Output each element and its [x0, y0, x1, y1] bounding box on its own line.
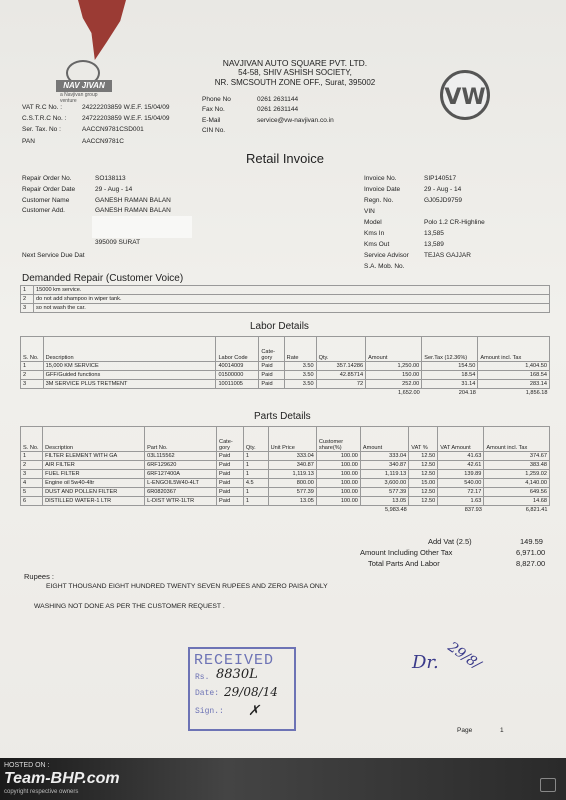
table-cell: 649.56 — [484, 488, 550, 497]
table-row — [21, 488, 550, 497]
invoice-no-value: SIP140517 — [424, 175, 457, 182]
table-row — [21, 470, 550, 479]
team-bhp-logo: Team-BHP.com — [4, 770, 120, 787]
company-header — [200, 58, 390, 88]
repair-order-no-label: Repair Order No. — [22, 175, 72, 182]
table-cell: 31.14 — [422, 380, 478, 389]
empty-cell — [43, 389, 216, 398]
table-cell: 100.00 — [316, 479, 360, 488]
table-cell: 12.50 — [409, 488, 438, 497]
empty-cell — [21, 506, 43, 515]
table-cell: 5 — [21, 488, 43, 497]
ser-tax-label: Ser. Tax. No : — [22, 126, 61, 133]
parts-table — [20, 426, 550, 514]
table-cell: 12.50 — [409, 461, 438, 470]
table-row: 3 so not wash the car. — [21, 304, 550, 313]
table-cell: 1 — [243, 452, 268, 461]
table-cell: 168.54 — [478, 371, 550, 380]
contact-email-label: E-Mail — [202, 117, 221, 124]
table-cell: 2 — [21, 371, 44, 380]
redacted-address-box — [92, 216, 192, 238]
table-cell: 6RF129620 — [145, 461, 217, 470]
address-city: 395009 SURAT — [95, 239, 141, 246]
table-cell: 01500000 — [216, 371, 259, 380]
invoice-title: Retail Invoice — [245, 151, 325, 166]
table-cell: 3 — [21, 470, 43, 479]
table-cell: DISTILLED WATER-1 LTR — [43, 497, 145, 506]
customer-name-label: Customer Name — [22, 197, 70, 204]
table-cell: Paid — [217, 488, 244, 497]
company-name: NAVJIVAN AUTO SQUARE PVT. LTD. — [222, 58, 368, 68]
table-cell: 1 — [243, 461, 268, 470]
contact-cin-label: CIN No. — [202, 127, 226, 134]
empty-cell — [243, 506, 268, 515]
table-cell: 340.87 — [268, 461, 316, 470]
stamp-title: RECEIVED — [194, 652, 275, 669]
table-cell: 3.50 — [284, 371, 316, 380]
total-value: 8,827.00 — [516, 559, 546, 568]
kms-in-label: Kms In — [364, 230, 385, 237]
kms-out-label: Kms Out — [364, 241, 390, 248]
remark-text: WASHING NOT DONE AS PER THE CUSTOMER REQUEST . — [34, 603, 225, 610]
received-stamp — [188, 647, 296, 731]
table-cell: L-ENGOIL5W40-4LT — [145, 479, 217, 488]
stamp-rs-label: Rs. — [195, 673, 210, 682]
table-cell: Paid — [217, 452, 244, 461]
table-cell: 1 — [243, 497, 268, 506]
torn-paper-corner — [78, 0, 126, 60]
table-cell: 800.00 — [268, 479, 316, 488]
page-number: 1 — [500, 727, 504, 734]
table-cell: 3M SERVICE PLUS TRETMENT — [43, 380, 216, 389]
table-cell: 1 — [21, 362, 44, 371]
add-vat-label: Add Vat (2.5) — [428, 537, 472, 546]
table-cell: 41.63 — [438, 452, 484, 461]
table-cell: 100.00 — [316, 497, 360, 506]
total-cell: 1,856.18 — [525, 390, 548, 396]
repair-order-date-value: 29 - Aug - 14 — [95, 186, 133, 193]
table-row — [21, 380, 550, 389]
table-cell: DUST AND POLLEN FILTER — [43, 488, 145, 497]
table-cell: 72.17 — [438, 488, 484, 497]
empty-cell — [43, 506, 145, 515]
table-cell: 333.04 — [268, 452, 316, 461]
cst-rc-label: C.S.T.R.C No. : — [22, 115, 67, 122]
table-cell: 100.00 — [316, 470, 360, 479]
table-cell: 3.50 — [284, 380, 316, 389]
table-cell: 15.00 — [409, 479, 438, 488]
table-cell: 1 — [243, 470, 268, 479]
customer-name-value: GANESH RAMAN BALAN — [95, 197, 171, 204]
table-cell: 4.5 — [243, 479, 268, 488]
total-cell: 6,821.41 — [525, 507, 548, 513]
total-cell: 837.93 — [464, 507, 482, 513]
regn-no-value: GJ05JD9759 — [424, 197, 462, 204]
regn-no-label: Regn. No. — [364, 197, 394, 204]
other-tax-label: Amount Including Other Tax — [360, 548, 453, 557]
table-cell: 1,259.02 — [484, 470, 550, 479]
table-cell: 12.50 — [409, 470, 438, 479]
company-address-1: 54-58, SHIV ASHISH SOCIETY, — [238, 68, 352, 77]
demanded-repair-table — [20, 285, 550, 313]
table-cell: 42.85714 — [316, 371, 366, 380]
customer-address-label: Customer Add. — [22, 207, 65, 214]
table-cell: 1 — [21, 452, 43, 461]
logo-text: NAV JIVAN — [56, 80, 112, 92]
service-advisor-label: Service Advisor — [364, 252, 409, 259]
table-cell: 3.50 — [284, 362, 316, 371]
table-cell: 6R0820367 — [145, 488, 217, 497]
handwritten-date: 29/8/ — [444, 639, 484, 673]
kms-in-value: 13,585 — [424, 230, 444, 237]
table-cell: 6 — [21, 497, 43, 506]
parts-header-row: S. No. Description Part No. Cate- gory Qty. Unit Price Customer share(%) Amount VAT % VAT Amount Amount incl. Tax — [21, 427, 550, 452]
contact-phone-label: Phone No — [202, 96, 231, 103]
table-cell: 540.00 — [438, 479, 484, 488]
table-row — [21, 362, 550, 371]
table-cell: Paid — [217, 470, 244, 479]
parts-details-title: Parts Details — [254, 411, 311, 422]
table-cell: 1,250.00 — [366, 362, 422, 371]
company-address-2: NR. SMCSOUTH ZONE OFF., Surat, 395002 — [214, 78, 376, 87]
repair-order-date-label: Repair Order Date — [22, 186, 76, 193]
table-cell: 100.00 — [316, 488, 360, 497]
table-cell: 1,119.13 — [268, 470, 316, 479]
rupees-in-words: EIGHT THOUSAND EIGHT HUNDRED TWENTY SEVEN RUPEES AND ZERO PAISA ONLY — [46, 583, 328, 590]
labor-table — [20, 336, 550, 397]
empty-cell — [316, 389, 366, 398]
invoice-date-label: Invoice Date — [364, 186, 401, 193]
empty-cell — [21, 389, 44, 398]
table-cell: 14.68 — [484, 497, 550, 506]
page-label: Page — [457, 727, 473, 734]
watermark-footer — [0, 758, 566, 800]
contact-phone-value: 0261 2631144 — [257, 96, 299, 103]
table-cell: 18.54 — [422, 371, 478, 380]
table-cell: 340.87 — [360, 461, 408, 470]
total-cell: 5,983.48 — [384, 507, 407, 513]
table-cell: 15,000 KM SERVICE — [43, 362, 216, 371]
empty-cell — [145, 506, 217, 515]
camera-icon — [540, 778, 556, 792]
table-cell: FILTER ELEMENT WITH GA — [43, 452, 145, 461]
logo-tagline: a Navjivan group venture — [60, 92, 98, 104]
empty-cell — [259, 389, 284, 398]
table-cell: 13.05 — [360, 497, 408, 506]
table-cell: 1,119.13 — [360, 470, 408, 479]
table-cell: 40014009 — [216, 362, 259, 371]
table-cell: 333.04 — [360, 452, 408, 461]
table-cell: Paid — [259, 371, 284, 380]
table-cell: 03L115562 — [145, 452, 217, 461]
table-cell: 283.14 — [478, 380, 550, 389]
table-cell: 3,600.00 — [360, 479, 408, 488]
other-tax-value: 6,971.00 — [516, 548, 546, 557]
vw-logo-icon: VW — [440, 70, 490, 120]
stamp-date-handwritten: 29/08/14 — [224, 685, 278, 699]
table-cell: 383.48 — [484, 461, 550, 470]
table-cell: 100.00 — [316, 461, 360, 470]
table-row: 1 15000 km service. — [21, 286, 550, 295]
invoice-date-value: 29 - Aug - 14 — [424, 186, 462, 193]
table-cell: Engine oil 5w40-4ltr — [43, 479, 145, 488]
table-cell: 4 — [21, 479, 43, 488]
table-row — [21, 479, 550, 488]
sa-mob-label: S.A. Mob. No. — [364, 263, 405, 270]
empty-cell — [409, 506, 438, 515]
table-cell: GFF/Guided functions — [43, 371, 216, 380]
table-cell: 2 — [21, 461, 43, 470]
contact-fax-value: 0261 2631144 — [257, 106, 299, 113]
table-cell: 1 — [243, 488, 268, 497]
labor-header-row: S. No. Description Labor Code Cate- gory Rate Qty. Amount Ser.Tax (12.36%) Amount incl. Tax — [21, 337, 550, 362]
vat-rc-label: VAT R.C No. : — [22, 104, 63, 111]
contact-email-value: service@vw-navjivan.co.in — [257, 117, 334, 124]
stamp-rs-handwritten: 8830L — [216, 667, 258, 682]
empty-cell — [284, 389, 316, 398]
table-cell: 12.50 — [409, 452, 438, 461]
table-row — [21, 452, 550, 461]
kms-out-value: 13,589 — [424, 241, 444, 248]
total-label: Total Parts And Labor — [368, 559, 440, 568]
pan-label: PAN — [22, 138, 35, 145]
table-cell: FUEL FILTER — [43, 470, 145, 479]
table-cell: 154.50 — [422, 362, 478, 371]
table-cell: 12.50 — [409, 497, 438, 506]
navjivan-logo — [56, 58, 112, 104]
stamp-sign-label: Sign.: — [195, 707, 224, 716]
copyright-text: copyright respective owners — [4, 789, 79, 795]
vin-label: VIN — [364, 208, 375, 215]
next-service-label: Next Service Due Dat — [22, 252, 85, 259]
table-cell: 3 — [21, 380, 44, 389]
table-cell: 4,140.00 — [484, 479, 550, 488]
demanded-repair-title: Demanded Repair (Customer Voice) — [22, 273, 184, 284]
table-cell: 139.89 — [438, 470, 484, 479]
table-cell: 100.00 — [316, 452, 360, 461]
table-row: 2 do not add shampoo in wiper tank. — [21, 295, 550, 304]
repair-order-no-value: SO138113 — [95, 175, 126, 182]
table-cell: 6RF127400A — [145, 470, 217, 479]
pan-value: AACCN9781C — [82, 138, 124, 145]
empty-cell — [268, 506, 316, 515]
table-cell: AIR FILTER — [43, 461, 145, 470]
table-cell: Paid — [259, 380, 284, 389]
table-cell: Paid — [259, 362, 284, 371]
table-row — [21, 371, 550, 380]
cst-rc-value: 24722203859 W.E.F. 15/04/09 — [82, 115, 170, 122]
add-vat-value: 149.59 — [520, 537, 543, 546]
stamp-signature-mark: ✗ — [248, 703, 260, 719]
vat-rc-value: 24222203859 W.E.F. 15/04/09 — [82, 104, 170, 111]
table-cell: 10011005 — [216, 380, 259, 389]
table-cell: 42.61 — [438, 461, 484, 470]
ser-tax-value: AACCN9781CSD001 — [82, 126, 144, 133]
empty-cell — [216, 389, 259, 398]
invoice-no-label: Invoice No. — [364, 175, 397, 182]
total-cell: 1,652.00 — [397, 390, 420, 396]
table-cell: Paid — [217, 497, 244, 506]
totals-row — [21, 389, 550, 398]
table-cell: 357.14286 — [316, 362, 366, 371]
table-row — [21, 497, 550, 506]
table-cell: 72 — [316, 380, 366, 389]
customer-address-value: GANESH RAMAN BALAN — [95, 207, 171, 214]
empty-cell — [316, 506, 360, 515]
empty-cell — [217, 506, 244, 515]
table-row — [21, 461, 550, 470]
table-cell: 13.05 — [268, 497, 316, 506]
rupees-label: Rupees : — [24, 572, 55, 581]
service-advisor-value: TEJAS GAJJAR — [424, 252, 471, 259]
model-label: Model — [364, 219, 382, 226]
table-cell: 577.39 — [360, 488, 408, 497]
table-cell: Paid — [217, 479, 244, 488]
labor-details-title: Labor Details — [250, 321, 309, 332]
table-cell: L-DIST WTR-1LTR — [145, 497, 217, 506]
stamp-date-label: Date: — [195, 689, 220, 698]
table-cell: 150.00 — [366, 371, 422, 380]
table-cell: 374.67 — [484, 452, 550, 461]
total-cell: 204.18 — [458, 390, 476, 396]
table-cell: Paid — [217, 461, 244, 470]
model-value: Polo 1.2 CR-Highline — [424, 219, 485, 226]
hosted-on-text: HOSTED ON : — [4, 762, 50, 769]
contact-fax-label: Fax No. — [202, 106, 225, 113]
table-cell: 1.63 — [438, 497, 484, 506]
table-cell: 1,404.50 — [478, 362, 550, 371]
totals-row — [21, 506, 550, 515]
handwritten-signature: Dr. — [412, 652, 439, 673]
table-cell: 577.39 — [268, 488, 316, 497]
table-cell: 252.00 — [366, 380, 422, 389]
